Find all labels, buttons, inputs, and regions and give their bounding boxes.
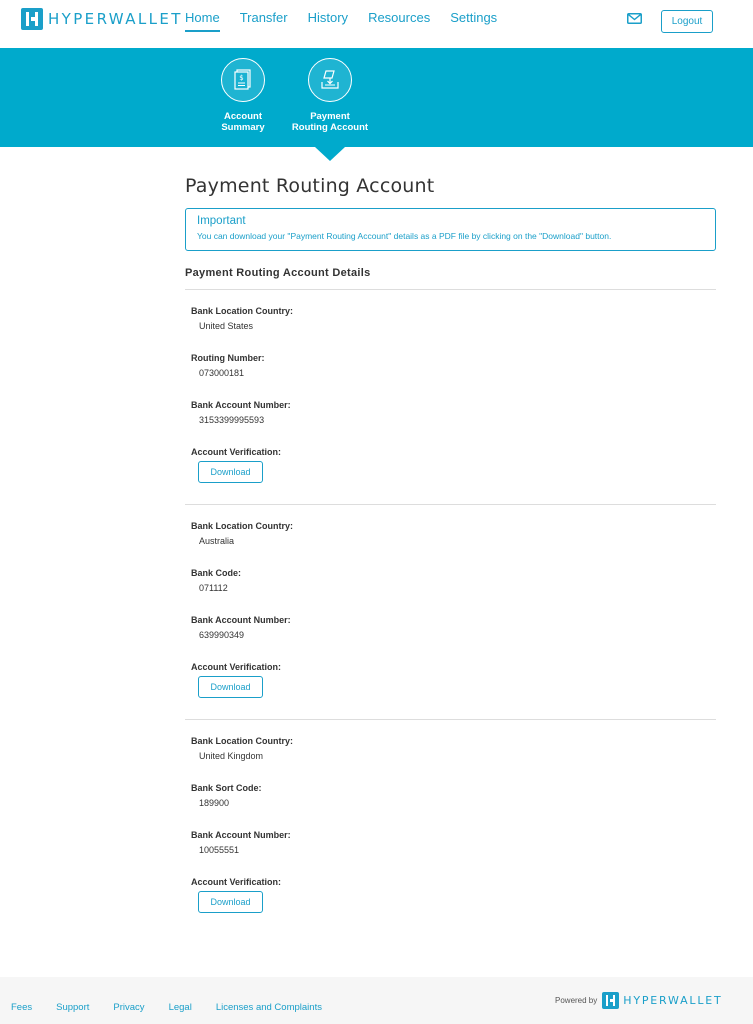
field-bank-code [191, 568, 716, 593]
nav-transfer[interactable]: Transfer [239, 10, 288, 25]
footer-link-fees[interactable]: Fees [11, 1002, 33, 1013]
document-dollar-icon [232, 68, 254, 92]
page-title: Payment Routing Account [185, 175, 435, 197]
field-bank-sort-code [191, 783, 716, 808]
field-label: Account Verification: [191, 662, 282, 672]
footer-links [11, 1002, 346, 1013]
field-label: Bank Account Number: [191, 400, 291, 410]
hyperwallet-logo-icon [602, 992, 619, 1009]
banner-item-account-summary[interactable] [198, 58, 288, 133]
field-value: 3153399995593 [199, 415, 265, 425]
field-bank-location-country [191, 521, 716, 546]
hyperwallet-logo[interactable] [21, 8, 183, 30]
powered-by-brand: HYPERWALLET [623, 994, 723, 1007]
selected-pointer [315, 147, 345, 161]
field-label: Bank Location Country: [191, 736, 294, 746]
field-value: 073000181 [199, 368, 245, 378]
download-button[interactable]: Download [198, 461, 263, 483]
footer-link-support[interactable]: Support [56, 1002, 90, 1013]
field-value: United Kingdom [199, 751, 264, 761]
field-account-verification [191, 662, 716, 698]
field-account-verification [191, 447, 716, 483]
notice-title: Important [197, 215, 246, 227]
main-nav [185, 10, 517, 32]
top-navigation [0, 0, 753, 48]
nav-resources[interactable]: Resources [368, 10, 431, 25]
download-button[interactable]: Download [198, 676, 263, 698]
field-label: Account Verification: [191, 447, 282, 457]
field-value: United States [199, 321, 254, 331]
account-card [185, 720, 716, 934]
nav-settings[interactable]: Settings [450, 10, 498, 25]
powered-by [555, 992, 723, 1009]
field-value: 639990349 [199, 630, 245, 640]
important-notice [185, 208, 716, 251]
field-account-verification [191, 877, 716, 913]
footer [0, 977, 753, 1024]
logo-text: HYPERWALLET [48, 10, 183, 28]
field-value: 10055551 [199, 845, 240, 855]
banner-icon-circle [308, 58, 352, 102]
field-value: 071112 [199, 583, 228, 593]
field-label: Bank Location Country: [191, 306, 294, 316]
banner-label-payment-routing-account: Payment Routing Account [291, 111, 369, 133]
field-label: Bank Location Country: [191, 521, 294, 531]
field-bank-location-country [191, 306, 716, 331]
main-content [185, 175, 716, 934]
bank-deposit-icon [318, 68, 342, 92]
account-card [185, 505, 716, 720]
field-value: Australia [199, 536, 235, 546]
banner-label-account-summary: Account Summary [221, 111, 265, 133]
hyperwallet-logo-icon [21, 8, 43, 30]
notice-text: You can download your "Payment Routing Account" details as a PDF file by clicking on the "Download" button. [197, 231, 612, 241]
banner-item-payment-routing-account[interactable] [285, 58, 375, 133]
field-bank-account-number [191, 830, 716, 855]
field-bank-location-country [191, 736, 716, 761]
envelope-icon[interactable] [627, 13, 642, 24]
field-bank-account-number [191, 400, 716, 425]
field-label: Bank Account Number: [191, 830, 291, 840]
nav-history[interactable]: History [307, 10, 349, 25]
footer-link-privacy[interactable]: Privacy [113, 1002, 145, 1013]
field-label: Bank Account Number: [191, 615, 291, 625]
field-bank-account-number [191, 615, 716, 640]
field-value: 189900 [199, 798, 230, 808]
field-label: Account Verification: [191, 877, 282, 887]
footer-link-licenses[interactable]: Licenses and Complaints [215, 1002, 322, 1013]
section-title: Payment Routing Account Details [185, 267, 716, 290]
field-routing-number [191, 353, 716, 378]
svg-text:$: $ [239, 74, 244, 82]
account-card [185, 290, 716, 505]
section-banner [0, 48, 753, 147]
nav-home[interactable]: Home [185, 10, 220, 32]
field-label: Bank Code: [191, 568, 242, 578]
field-label: Routing Number: [191, 353, 265, 363]
logout-button[interactable]: Logout [661, 10, 713, 33]
banner-icon-circle [221, 58, 265, 102]
field-label: Bank Sort Code: [191, 783, 262, 793]
download-button[interactable]: Download [198, 891, 263, 913]
powered-by-text: Powered by [555, 996, 598, 1005]
footer-link-legal[interactable]: Legal [168, 1002, 192, 1013]
